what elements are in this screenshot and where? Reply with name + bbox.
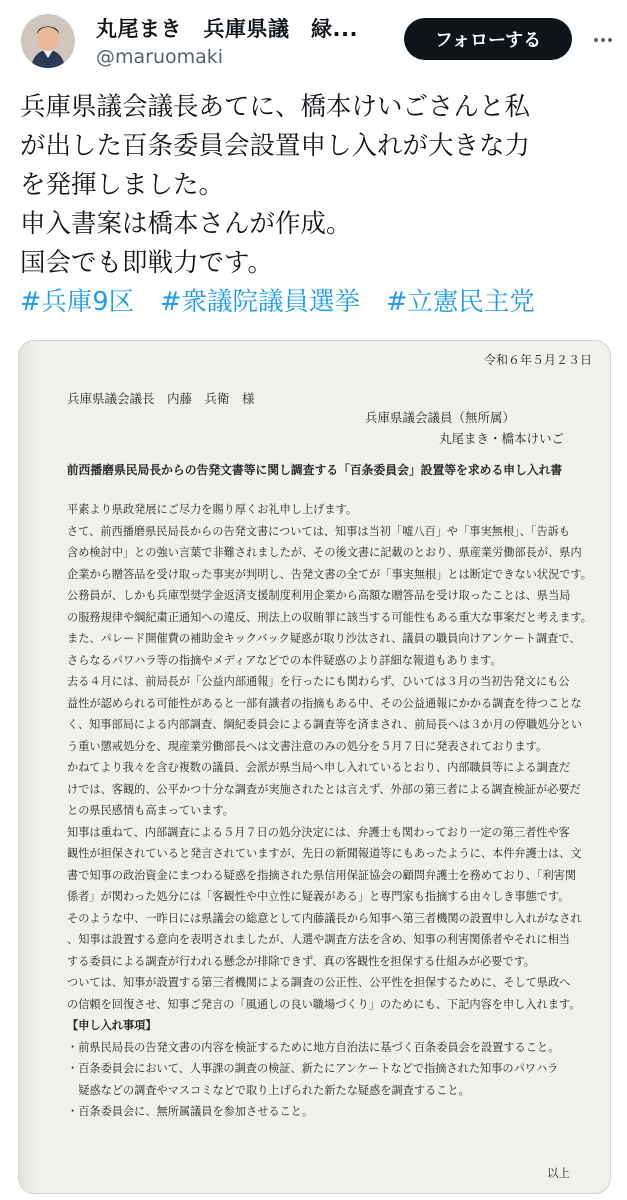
document-line: ついては、知事が設置する第三者機関による調査の公正性、公平性を担保するために、そして県政へ bbox=[67, 976, 571, 989]
document-line: 企業から贈答品を受け取った事実が判明し、告発文書の全てが「事実無根」とは断定できない状況です。 bbox=[67, 567, 592, 581]
tweet-header bbox=[0, 0, 627, 86]
document-line: 益性が認められる可能性があると一部有識者の指摘もある中、その公益通報にかかる調査を待つことな bbox=[67, 696, 582, 710]
avatar-photo bbox=[21, 14, 75, 68]
document-line: 書で知事の政治資金にまつわる疑惑を指摘された県信用保証協会の顧問弁護士を務めており、「利害関 bbox=[67, 868, 577, 882]
document-line: する委員による調査が行われる懸念が排除できず、真の客観性を担保する仕組みが必要です。 bbox=[67, 954, 536, 968]
document-line: 去る４月には、前局長が「公益内部通報」を行ったにも関わらず、ひいては３月の当初告発文にも公 bbox=[67, 675, 570, 688]
tweet-line: が出した百条委員会設置申し入れが大きな力 bbox=[20, 131, 531, 161]
document-photo bbox=[19, 341, 610, 1193]
request-item: ・前県民局長の告発文書の内容を検証するために地方自治法に基づく百条委員会を設置すること。 bbox=[67, 1040, 560, 1054]
more-icon[interactable] bbox=[588, 26, 618, 54]
more-dot bbox=[601, 38, 605, 42]
document-line: さらなるパワハラ等の指摘やメディアなどでの本件疑惑のより詳細な報道もあります。 bbox=[67, 653, 502, 667]
hashtag-link[interactable]: #衆議院議員選挙 bbox=[160, 287, 360, 317]
document-title: 前西播磨県民局長からの告発文書等に関し調査する「百条委員会」設置等を求める申し入れ書 bbox=[66, 463, 563, 477]
document-line: 知事は重ねて、内部調査による５月７日の処分決定には、弁護士も関わっており一定の第三者性や客 bbox=[67, 825, 570, 839]
document-line: く、知事部局による内部調査、綱紀委員会による調査等を済まされ、前局長へは３か月の停職処分とい bbox=[67, 718, 583, 731]
tweet-text bbox=[20, 88, 616, 322]
document-closing: 以上 bbox=[547, 1166, 570, 1180]
tweet-line: 兵庫県議会議長あてに、橋本けいごさんと私 bbox=[20, 92, 531, 122]
tweet-line: 国会でも即戦力です。 bbox=[20, 248, 273, 278]
request-heading: 【申し入れ事項】 bbox=[67, 1018, 157, 1032]
document-line: 公務員が、しかも兵庫型奨学金返済支援制度利用企業から高額な贈答品を受け取ったことは、県当局 bbox=[67, 589, 571, 602]
request-item: ・百条委員会において、人事課の調査の検証、新たにアンケートなどで指摘された知事のパワハラ bbox=[67, 1062, 559, 1075]
more-dot bbox=[594, 38, 598, 42]
request-item: 疑惑などの調査やマスコミなどで取り上げられた新たな疑惑を調査すること。 bbox=[67, 1083, 470, 1097]
tweet-line: を発揮しました。 bbox=[20, 170, 225, 200]
tweet-media-image[interactable] bbox=[18, 340, 611, 1194]
document-date: 令和６年５月２３日 bbox=[483, 353, 592, 367]
document-line: けでは、客観的、公平かつ十分な調査が実施されたとは言えず、外部の第三者による調査検証が必要だ bbox=[67, 782, 581, 796]
document-sender-title: 兵庫県議会議員（無所属） bbox=[365, 410, 516, 425]
follow-button[interactable]: フォローする bbox=[404, 18, 572, 60]
hashtag-link[interactable]: #兵庫9区 bbox=[20, 287, 135, 317]
document-line: 平素より県政発展にご尽力を賜り厚くお礼申し上げます。 bbox=[67, 503, 357, 516]
document-line: また、パレード開催費の補助金キックバック疑惑が取り沙汰され、議員の職員向けアンケート調査で、 bbox=[67, 632, 581, 645]
document-line: の信頼を回復させ、知事ご発言の「風通しの良い職場づくり」のためにも、下記内容を申し入れます。 bbox=[67, 997, 581, 1011]
tweet-line: 申入書案は橋本さんが作成。 bbox=[20, 209, 352, 239]
document-line: そのような中、一昨日には県議会の総意として内藤議長から知事へ第三者機関の設置申し入れがなされ bbox=[67, 911, 582, 925]
document-line: 係者」が関わった処分には「客観性や中立性に疑義がある」と専門家も指摘する由々しき事態です。 bbox=[67, 890, 570, 903]
document-line: 含め検討中」との強い言葉で非難されましたが、その後文書に記載のとおり、県産業労働部長が、県内 bbox=[67, 546, 582, 559]
document-line: との県民感情も高まっています。 bbox=[67, 804, 234, 817]
document-line: の服務規律や綱紀粛正通知への違反、刑法上の収賄罪に該当する可能性もある重大な事案だと考えます。 bbox=[67, 610, 592, 624]
document-sender-names: 丸尾まき・橋本けいご bbox=[439, 431, 565, 446]
user-handle[interactable]: @maruomaki bbox=[96, 46, 224, 68]
document-line: 、知事は設置する意向を表明されましたが、人選や調査方法を含め、知事の利害関係者やそれに相当 bbox=[67, 933, 570, 946]
hashtag-row bbox=[20, 283, 616, 322]
hashtag-link[interactable]: #立憲民主党 bbox=[385, 287, 535, 317]
document-line: かねてより我々を含む複数の議員、会派が県当局へ申し入れているとおり、内部職員等による調査だ bbox=[67, 761, 571, 774]
more-dot bbox=[608, 38, 612, 42]
document-line: 観性が担保されていると発言されていますが、先日の新聞報道等にもあったように、本件弁護士は、文 bbox=[67, 847, 582, 860]
request-item: ・百条委員会に、無所属議員を参加させること。 bbox=[67, 1105, 314, 1118]
document-body bbox=[67, 499, 607, 1123]
document-addressee: 兵庫県議会議長 内藤 兵衛 様 bbox=[67, 391, 255, 406]
display-name[interactable]: 丸尾まき 兵庫県議 緑... bbox=[96, 17, 358, 41]
avatar[interactable] bbox=[21, 14, 75, 68]
document-line: う重い懲戒処分を、現産業労働部長へは文書注意のみの処分を５月７日に発表されております。 bbox=[67, 739, 548, 753]
document-line: さて、前西播磨県民局長からの告発文書については、知事は当初「嘘八百」や「事実無根」、「告訴も bbox=[67, 524, 570, 538]
